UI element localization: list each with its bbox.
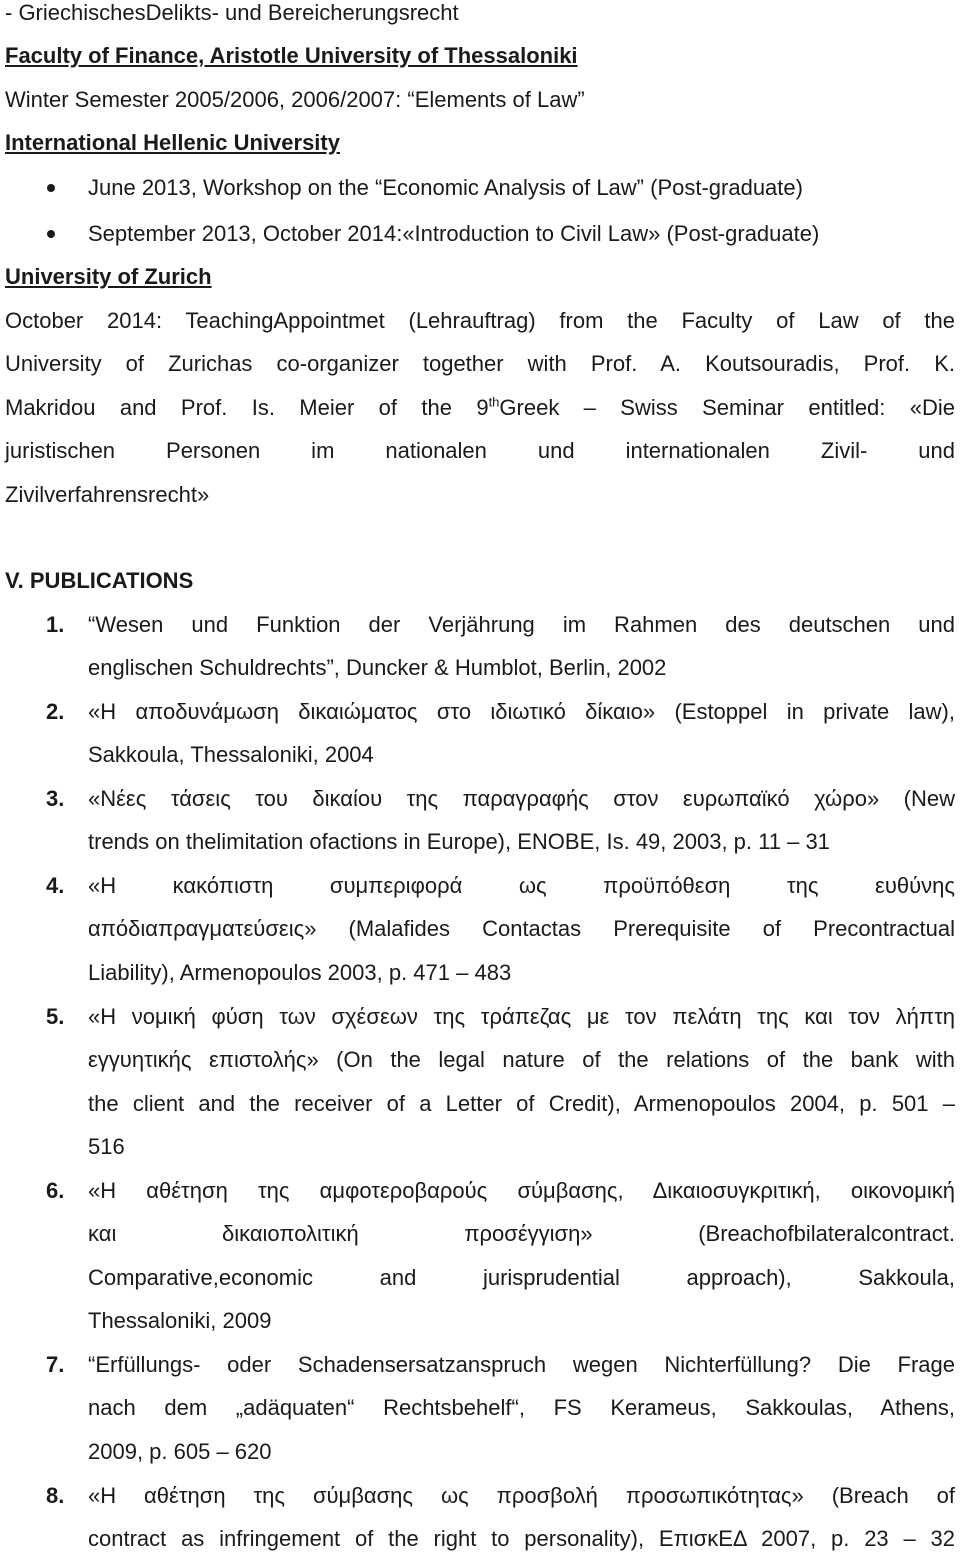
publication-number: 2.	[46, 699, 65, 724]
zurich-text-part: Makridou and Prof. Is. Meier of the 9	[5, 395, 489, 420]
publication-line: contract as infringement of the right to personality), ΕπισκΕΔ 2007, p. 23 – 32	[88, 1526, 955, 1551]
publication-line: the client and the receiver of a Letter of Credit), Armenopoulos 2004, p. 501 –	[88, 1091, 955, 1116]
publication-line: «Η αθέτηση της σύμβασης ως προσβολή προσωπικότητας» (Breach of	[88, 1483, 955, 1508]
publication-line: «Νέες τάσεις του δικαίου της παραγραφής στον ευρωπαϊκό χώρο» (New	[88, 786, 955, 811]
zurich-line-seminar	[5, 395, 955, 421]
publication-number: 7.	[46, 1352, 65, 1377]
section-heading-ihu: International Hellenic University	[5, 130, 340, 155]
publication-line: και δικαιοπολιτική προσέγγιση» (Breachofbilateralcontract.	[88, 1221, 955, 1246]
publications-heading: V. PUBLICATIONS	[5, 568, 194, 593]
publication-line: 516	[88, 1134, 125, 1159]
publication-line: “Wesen und Funktion der Verjährung im Rahmen des deutschen und	[88, 612, 955, 637]
publication-number: 4.	[46, 873, 65, 898]
ordinal-suffix: th	[488, 394, 500, 410]
publication-line: εγγυητικής επιστολής» (On the legal nature of the relations of the bank with	[88, 1047, 955, 1072]
section-heading-zurich: University of Zurich	[5, 264, 212, 289]
zurich-line: Zivilverfahrensrecht»	[5, 482, 210, 507]
bullet-item: June 2013, Workshop on the “Economic Analysis of Law” (Post-graduate)	[88, 175, 803, 200]
publication-number: 8.	[46, 1483, 65, 1508]
publication-line: “Erfüllungs- oder Schadensersatzanspruch wegen Nichterfüllung? Die Frage	[88, 1352, 955, 1377]
publication-line: απόδιαπραγματεύσεις» (Malafides Contactas Prerequisite of Precontractual	[88, 916, 955, 941]
publication-line: trends on thelimitation ofactions in Europe), ENOBE, Is. 49, 2003, p. 11 – 31	[88, 829, 830, 854]
publication-number: 1.	[46, 612, 65, 637]
zurich-line: University of Zurichas co-organizer together with Prof. A. Koutsouradis, Prof. K.	[5, 351, 955, 376]
publication-line: englischen Schuldrechts”, Duncker & Humblot, Berlin, 2002	[88, 655, 667, 680]
section-heading-aristotle: Faculty of Finance, Aristotle University of Thessaloniki	[5, 43, 578, 68]
bullet-icon	[47, 230, 55, 238]
publication-line: Liability), Armenopoulos 2003, p. 471 – 483	[88, 960, 512, 985]
publication-line: «Η νομική φύση των σχέσεων της τράπεζας με τον πελάτη της και τον λήπτη	[88, 1004, 955, 1029]
bullet-icon	[47, 184, 55, 192]
publication-line: Thessaloniki, 2009	[88, 1308, 272, 1333]
publication-line: Sakkoula, Thessaloniki, 2004	[88, 742, 374, 767]
winter-semester-text: Winter Semester 2005/2006, 2006/2007: “Elements of Law”	[5, 87, 585, 112]
bullet-item: September 2013, October 2014:«Introduction to Civil Law» (Post-graduate)	[88, 221, 820, 246]
zurich-line: juristischen Personen im nationalen und internationalen Zivil- und	[5, 438, 955, 463]
publication-line: «Η αθέτηση της αμφοτεροβαρούς σύμβασης, Δικαιοσυγκριτική, οικονομική	[88, 1178, 955, 1203]
publication-line: nach dem „adäquaten“ Rechtsbehelf“, FS Kerameus, Sakkoulas, Athens,	[88, 1395, 955, 1420]
publication-line: 2009, p. 605 – 620	[88, 1439, 272, 1464]
publication-line: «Η αποδυνάμωση δικαιώματος στο ιδιωτικό δίκαιο» (Estoppel in private law),	[88, 699, 955, 724]
publication-line: «Η κακόπιστη συμπεριφορά ως προϋπόθεση της ευθύνης	[88, 873, 955, 898]
zurich-text-part: Greek – Swiss Seminar entitled: «Die	[499, 395, 956, 420]
publication-number: 3.	[46, 786, 65, 811]
top-line: - GriechischesDelikts- und Bereicherungsrecht	[5, 0, 459, 25]
publication-line: Comparative,economic and jurisprudential approach), Sakkoula,	[88, 1265, 955, 1290]
publication-number: 5.	[46, 1004, 65, 1029]
publication-number: 6.	[46, 1178, 65, 1203]
zurich-line: October 2014: TeachingAppointmet (Lehrauftrag) from the Faculty of Law of the	[5, 308, 955, 333]
